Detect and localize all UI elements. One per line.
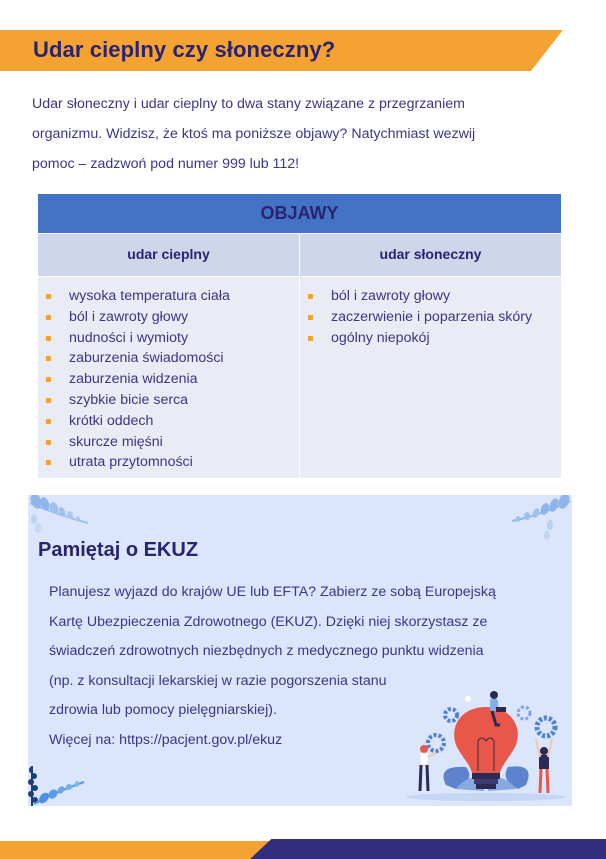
symptom-text: utrata przytomności bbox=[69, 454, 193, 471]
ekuz-line: świadczeń zdrowotnych niezbędnych z medycznego punktu widzenia bbox=[49, 643, 484, 659]
symptom-text: zaczerwienie i poparzenia skóry bbox=[331, 308, 533, 325]
table-title: OBJAWY bbox=[38, 194, 561, 233]
square-bullet-icon bbox=[308, 336, 313, 341]
intro-line: organizmu. Widzisz, że ktoś ma poniższe objawy? Natychmiast wezwij bbox=[32, 126, 476, 142]
ekuz-line: (np. z konsultacji lekarskiej w razie pogorszenia stanu bbox=[49, 672, 387, 689]
heat-stroke-column bbox=[38, 277, 299, 478]
symptom-item bbox=[308, 286, 541, 307]
intro-line: Udar słoneczny i udar cieplny to dwa stany związane z przegrzaniem bbox=[32, 96, 465, 112]
intro-paragraph bbox=[32, 89, 552, 179]
symptom-item bbox=[46, 369, 299, 390]
sunstroke-symptom-list bbox=[300, 286, 561, 348]
symptom-text: krótki oddech bbox=[69, 412, 154, 429]
ekuz-line: Kartę Ubezpieczenia Zdrowotnego (EKUZ). Dzięki niej skorzystasz ze bbox=[49, 613, 488, 630]
table-body bbox=[38, 277, 561, 478]
symptom-text: wysoka temperatura ciała bbox=[69, 288, 230, 304]
ekuz-line: zdrowia lub pomocy pielęgniarskiej). bbox=[49, 702, 277, 718]
symptom-text: nudności i wymioty bbox=[69, 329, 189, 346]
symptom-text: ból i zawroty głowy bbox=[69, 308, 189, 325]
symptom-item bbox=[46, 328, 299, 349]
table-column-headers bbox=[38, 234, 561, 276]
symptom-item bbox=[308, 328, 541, 349]
square-bullet-icon bbox=[46, 440, 51, 445]
ekuz-info-box bbox=[28, 495, 572, 806]
symptom-item bbox=[308, 307, 541, 328]
square-bullet-icon bbox=[46, 460, 51, 465]
square-bullet-icon bbox=[46, 315, 51, 320]
symptom-item bbox=[46, 411, 299, 432]
symptom-item bbox=[46, 307, 299, 328]
square-bullet-icon bbox=[308, 294, 313, 299]
symptom-text: zaburzenia świadomości bbox=[69, 350, 224, 367]
symptom-item bbox=[46, 348, 299, 369]
lightbulb-teamwork-illustration-icon bbox=[396, 685, 571, 803]
square-bullet-icon bbox=[46, 294, 51, 299]
column-header-heat-stroke: udar cieplny bbox=[38, 234, 299, 276]
symptom-text: zaburzenia widzenia bbox=[69, 371, 198, 388]
symptom-item bbox=[46, 286, 299, 307]
leaf-decoration-icon bbox=[502, 495, 572, 565]
square-bullet-icon bbox=[308, 315, 313, 320]
leaf-decoration-icon bbox=[28, 746, 98, 806]
symptom-text: skurcze mięśni bbox=[69, 433, 163, 450]
column-header-sunstroke: udar słoneczny bbox=[300, 234, 561, 276]
symptom-item bbox=[46, 432, 299, 453]
ekuz-link-line[interactable]: Więcej na: https://pacjent.gov.pl/ekuz bbox=[49, 731, 283, 748]
symptom-text: ogólny niepokój bbox=[331, 329, 430, 346]
footer-navy-bar bbox=[250, 839, 606, 859]
heat-stroke-symptom-list bbox=[38, 286, 299, 473]
symptom-text: ból i zawroty głowy bbox=[331, 288, 451, 304]
ekuz-title: Pamiętaj o EKUZ bbox=[38, 539, 199, 561]
square-bullet-icon bbox=[46, 336, 51, 341]
square-bullet-icon bbox=[46, 377, 51, 382]
symptoms-table bbox=[38, 194, 561, 478]
sunstroke-column bbox=[300, 277, 561, 478]
symptom-text: szybkie bicie serca bbox=[69, 391, 189, 408]
intro-line: pomoc – zadzwoń pod numer 999 lub 112! bbox=[32, 156, 300, 172]
symptom-item bbox=[46, 452, 299, 473]
ekuz-line: Planujesz wyjazd do krajów UE lub EFTA? Zabierz ze sobą Europejską bbox=[49, 584, 496, 600]
square-bullet-icon bbox=[46, 356, 51, 361]
page-title: Udar cieplny czy słoneczny? bbox=[33, 37, 336, 62]
square-bullet-icon bbox=[46, 419, 51, 424]
square-bullet-icon bbox=[46, 398, 51, 403]
symptom-item bbox=[46, 390, 299, 411]
